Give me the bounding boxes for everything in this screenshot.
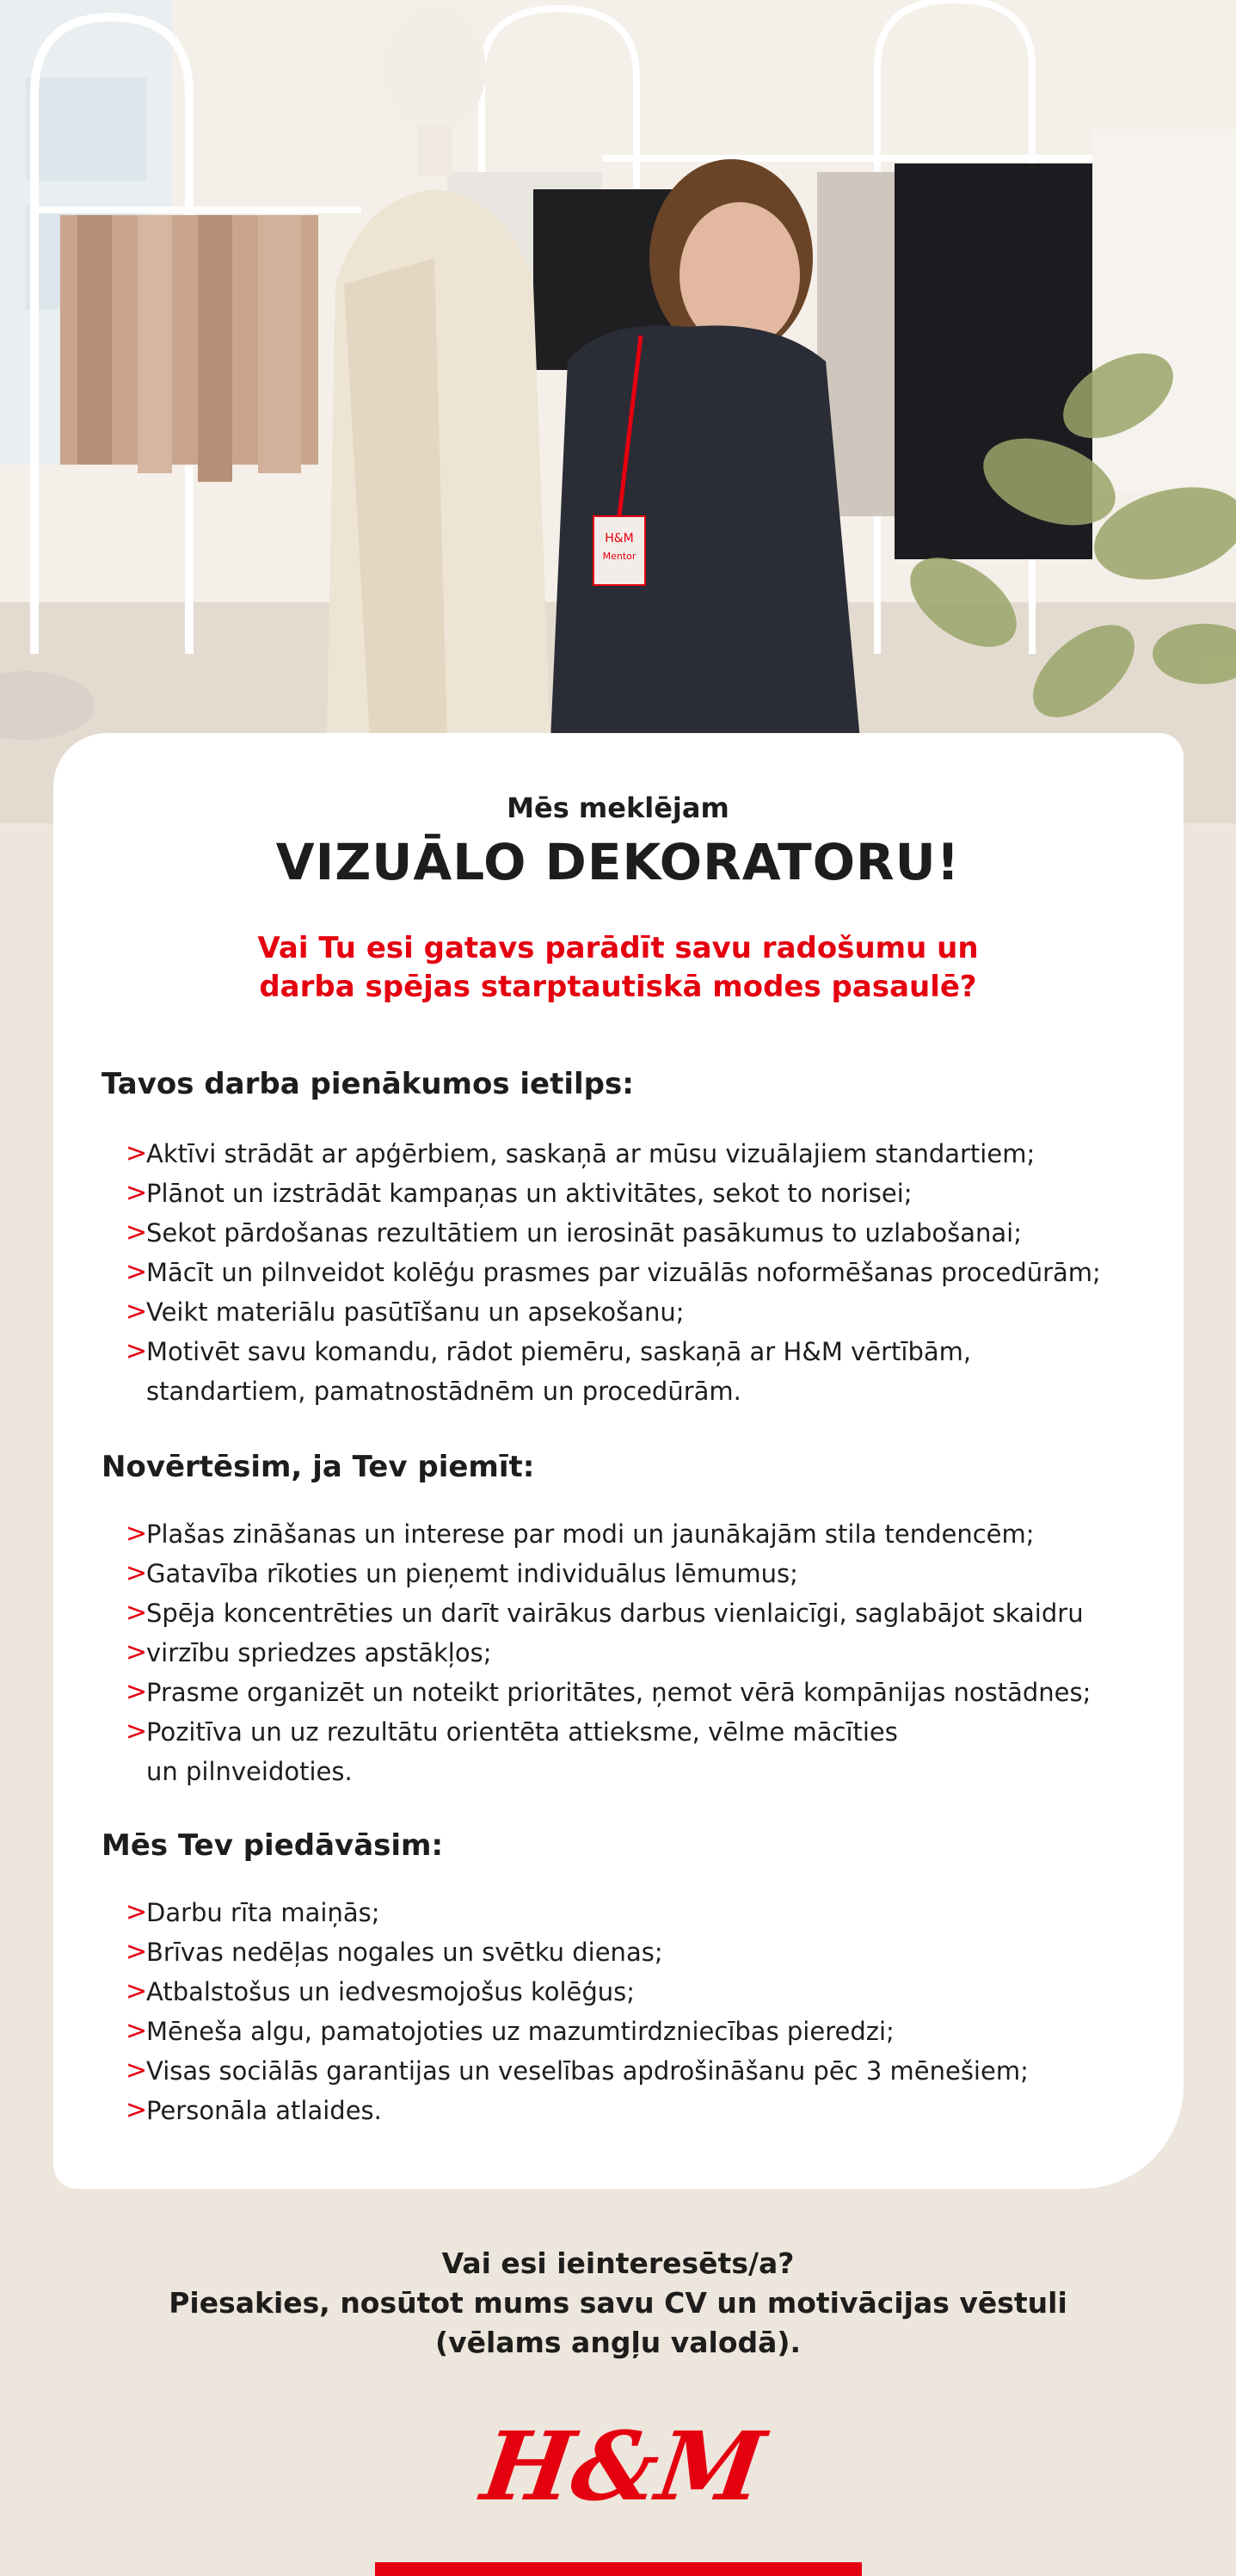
list-item: > Mēneša algu, pamatojoties uz mazumtirdzniecības pieredzi;	[126, 2012, 1158, 2051]
cta-line-1: Vai esi ieinteresēts/a?	[441, 2246, 795, 2280]
list-item: > virzību spriedzes apstākļos;	[126, 1633, 1158, 1673]
chevron-right-icon: >	[126, 1138, 148, 1168]
hero-illustration	[0, 0, 1236, 823]
section-title-offer: Mēs Tev piedāvāsim:	[101, 1828, 444, 1863]
list-item: > Mācīt un pilnveidot kolēģu prasmes par vizuālās noformēšanas procedūrām;	[126, 1253, 1158, 1292]
call-to-action	[0, 2244, 1236, 2363]
list-item: > Motivēt savu komandu, rādot piemēru, saskaņā ar H&M vērtībām, standartiem, pamatnostādnēm un procedūrām.	[126, 1332, 1158, 1411]
chevron-right-icon: >	[126, 1217, 148, 1248]
list-item: > Brīvas nedēļas nogales un svētku dienas;	[126, 1932, 1158, 1972]
section-title-duties: Tavos darba pienākumos ietilps:	[101, 1067, 634, 1101]
list-item: > Visas sociālās garantijas un veselības apdrošināšanu pēc 3 mēnešiem;	[126, 2051, 1158, 2091]
chevron-right-icon: >	[126, 2095, 148, 2125]
subtitle	[172, 929, 1064, 1007]
list-item: > Sekot pārdošanas rezultātiem un ierosināt pasākumus to uzlabošanai;	[126, 1213, 1158, 1253]
chevron-right-icon: >	[126, 1897, 148, 1927]
chevron-right-icon: >	[126, 1178, 148, 1208]
list-item: > Atbalstošus un iedvesmojošus kolēģus;	[126, 1972, 1158, 2012]
chevron-right-icon: >	[126, 1976, 148, 2006]
badge-brand: H&M	[605, 532, 634, 545]
list-item: > Plašas zināšanas un interese par modi un jaunākajām stila tendencēm;	[126, 1514, 1158, 1554]
subtitle-line-2: darba spējas starptautiskā modes pasaulē?	[259, 970, 977, 1004]
chevron-right-icon: >	[126, 1716, 148, 1747]
list-item: > Veikt materiālu pasūtīšanu un apsekošanu;	[126, 1292, 1158, 1332]
chevron-right-icon: >	[126, 2055, 148, 2086]
chevron-right-icon: >	[126, 1336, 148, 1366]
chevron-right-icon: >	[126, 1598, 148, 1628]
list-item: > Darbu rīta maiņās;	[126, 1893, 1158, 1932]
page-title: VIZUĀLO DEKORATORU!	[275, 833, 961, 891]
list-item: > Aktīvi strādāt ar apģērbiem, saskaņā ar mūsu vizuālajiem standartiem;	[126, 1134, 1158, 1174]
chevron-right-icon: >	[126, 2016, 148, 2046]
brand-bar	[375, 2562, 862, 2576]
chevron-right-icon: >	[126, 1677, 148, 1707]
section-title-qualities: Novērtēsim, ja Tev piemīt:	[101, 1450, 535, 1484]
chevron-right-icon: >	[126, 1257, 148, 1287]
logo-text: H&M	[475, 2411, 772, 2523]
chevron-right-icon: >	[126, 1558, 148, 1588]
chevron-right-icon: >	[126, 1937, 148, 1967]
chevron-right-icon: >	[126, 1297, 148, 1327]
chevron-right-icon: >	[126, 1637, 148, 1667]
list-item: > Personāla atlaides.	[126, 2091, 1158, 2130]
list-item: > Prasme organizēt un noteikt prioritātes, ņemot vērā kompānijas nostādnes;	[126, 1673, 1158, 1712]
list-item: > Plānot un izstrādāt kampaņas un aktivitātes, sekot to norisei;	[126, 1174, 1158, 1213]
list-item: > Pozitīva un uz rezultātu orientēta attieksme, vēlme mācīties un pilnveidoties.	[126, 1712, 1158, 1791]
offer-list	[126, 1893, 1158, 2130]
cta-line-3: (vēlams angļu valodā).	[434, 2326, 802, 2359]
hm-logo	[475, 2409, 772, 2523]
kicker-text: Mēs meklējam	[507, 792, 729, 824]
list-item: > Gatavība rīkoties un pieņemt individuālus lēmumus;	[126, 1554, 1158, 1593]
duties-list	[126, 1134, 1158, 1411]
hero-photo	[0, 0, 1236, 823]
subtitle-line-1: Vai Tu esi gatavs parādīt savu radošumu un	[257, 931, 979, 965]
chevron-right-icon: >	[126, 1519, 148, 1549]
badge-role: Mentor	[602, 551, 636, 562]
qualities-list	[126, 1514, 1158, 1791]
list-item: > Spēja koncentrēties un darīt vairākus darbus vienlaicīgi, saglabājot skaidru	[126, 1593, 1158, 1633]
cta-line-2: Piesakies, nosūtot mums savu CV un motivācijas vēstuli	[169, 2286, 1067, 2320]
